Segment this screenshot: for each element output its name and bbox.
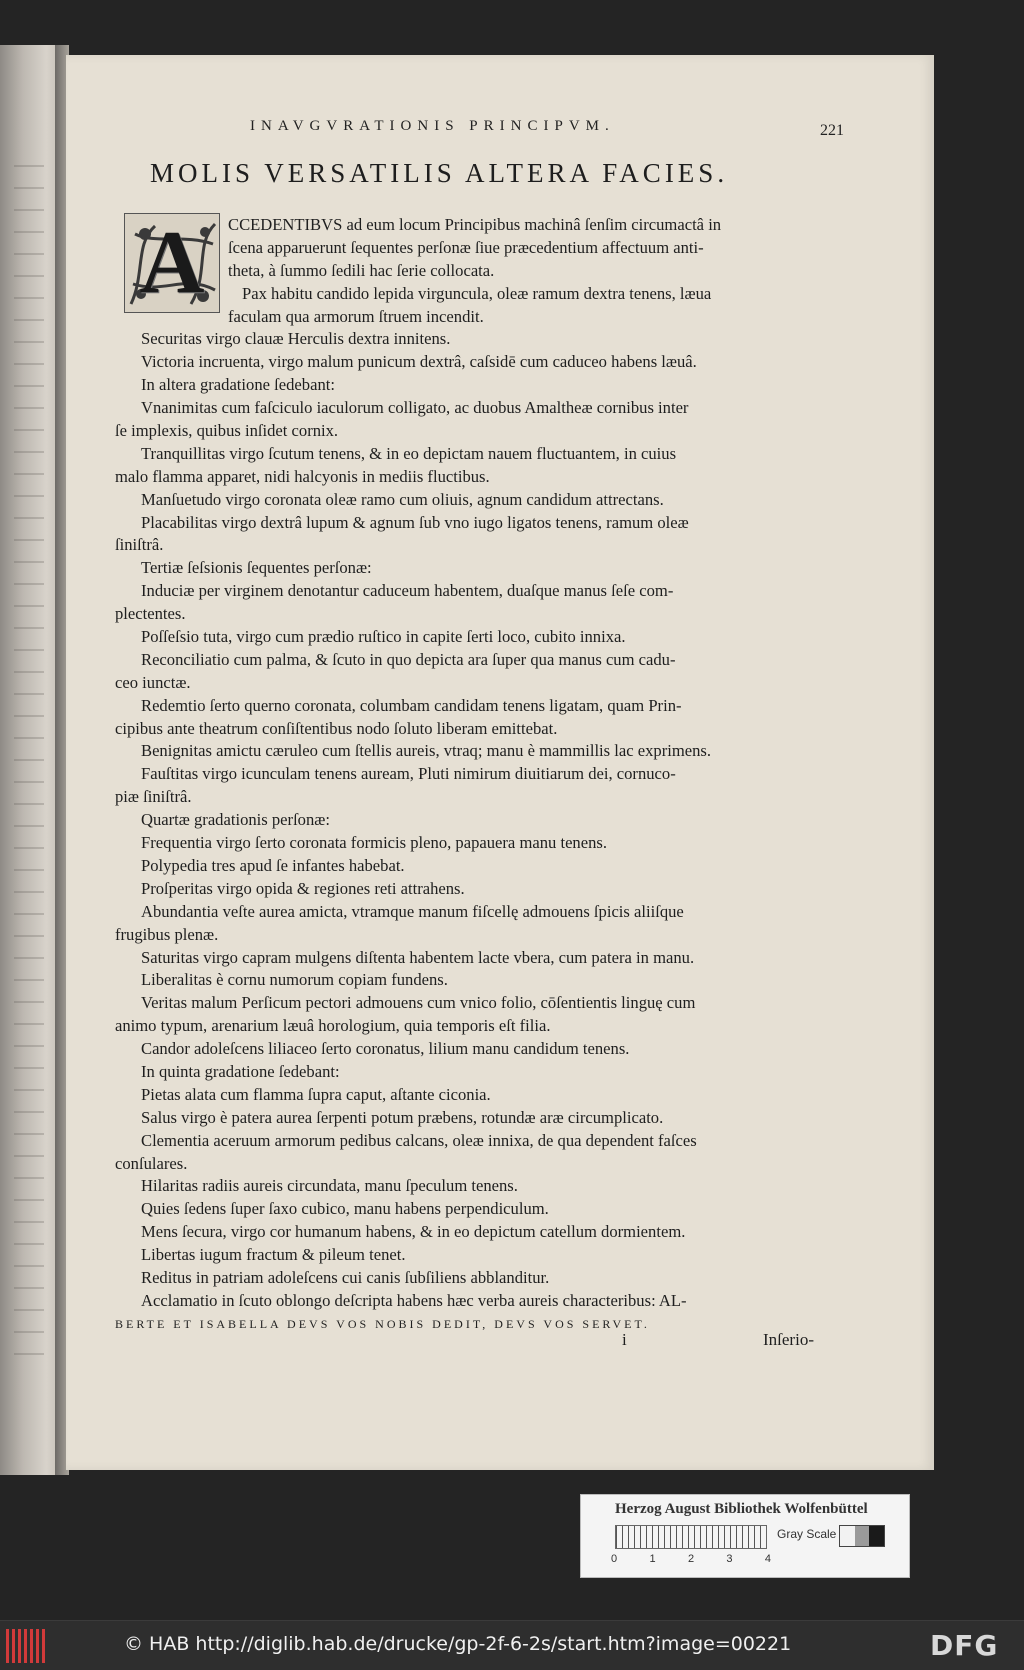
text-line: cipibus ante theatrum conſiſtentibus nodo ſoluto liberam emittebat. [115, 718, 558, 738]
text-line: Benignitas amictu cæruleo cum ſtellis aureis, vtraq; manu è mammillis lac exprimens. [141, 741, 712, 761]
text-line: conſulares. [115, 1153, 188, 1173]
gray-scale-label: Gray Scale [777, 1527, 837, 1541]
left-page-text-traces [14, 165, 44, 1365]
text-line: Pietas alata cum flamma ſupra caput, aſtante ciconia. [141, 1084, 491, 1104]
viewer-footer [0, 1620, 1024, 1670]
text-line: Abundantia veſte aurea amicta, vtramque manum fiſcellę admouens ſpicis aliiſque [141, 901, 684, 921]
text-line: Frequentia virgo ſerto coronata formicis pleno, papauera manu tenens. [141, 833, 608, 853]
text-line: Veritas malum Perſicum pectori admouens cum vnico folio, cōſentientis linguę cum [141, 993, 696, 1013]
text-line: Mens ſecura, virgo cor humanum habens, & in eo depictum catellum dormientem. [141, 1222, 686, 1242]
text-line: frugibus plenæ. [115, 924, 219, 944]
text-line: Candor adoleſcens liliaceo ſerto coronatus, lilium manu candidum tenens. [141, 1039, 630, 1059]
text-line: Quartæ gradationis perſonæ: [141, 810, 330, 830]
text-line: In altera gradatione ſedebant: [141, 375, 335, 395]
text-line: ceo iunctæ. [115, 672, 191, 692]
page-title: MOLIS VERSATILIS ALTERA FACIES. [150, 158, 729, 188]
text-line: Salus virgo è patera aurea ſerpenti potum præbens, rotundæ aræ circumplicato. [141, 1107, 664, 1127]
text-line: Proſperitas virgo opida & regiones reti attrahens. [141, 878, 465, 898]
text-line: malo flamma apparet, nidi halcyonis in mediis fluctibus. [115, 466, 490, 486]
text-line: Manſuetudo virgo coronata oleæ ramo cum oliuis, agnum candidum attrectans. [141, 489, 664, 509]
text-line: Vnanimitas cum faſciculo iaculorum colligato, ac duobus Amaltheæ cornibus inter [141, 398, 689, 418]
text-line: Reconciliatio cum palma, & ſcuto in quo depicta ara ſuper qua manus cum cadu- [141, 649, 676, 669]
text-line: Polypedia tres apud ſe infantes habebat. [141, 855, 405, 875]
text-line: Tranquillitas virgo ſcutum tenens, & in eo depictam nauem fluctuantem, in cuius [141, 443, 677, 463]
dfg-logo[interactable]: DFG [930, 1629, 999, 1662]
text-line: ſiniſtrâ. [115, 535, 164, 555]
ruler-number: 4 [764, 1553, 771, 1565]
library-color-label [580, 1494, 910, 1578]
ruler-number: 2 [687, 1553, 695, 1565]
left-page-edge [0, 45, 58, 1475]
library-name: Herzog August Bibliothek Wolfenbüttel [615, 1501, 868, 1517]
ruler-number: 1 [649, 1553, 656, 1565]
text-line: theta, à ſummo ſedili hac ſerie collocata. [228, 260, 495, 280]
text-line: ſcena apparuerunt ſequentes perſonæ ſiue præcedentium affectuum anti- [228, 237, 704, 257]
catchword: Inſerio- [763, 1330, 814, 1349]
text-line: Acclamatio in ſcuto oblongo deſcripta habens hæc verba aureis characteribus: AL- [141, 1290, 687, 1310]
text-line: Poſſeſsio tuta, virgo cum prædio ruſtico in capite ſerti loco, cubito innixa. [141, 627, 626, 647]
signature-mark: i [622, 1330, 627, 1349]
gray-swatch [869, 1526, 884, 1546]
text-line: BERTE ET ISABELLA DEVS VOS NOBIS DEDIT, DEVS VOS SERVET. [115, 1316, 650, 1331]
text-line: Securitas virgo clauæ Herculis dextra innitens. [141, 329, 451, 349]
text-line: Redemtio ſerto querno coronata, columbam candidam tenens ligatam, quam Prin- [141, 695, 682, 715]
body-text [115, 214, 845, 1336]
ruler-number: 3 [726, 1553, 733, 1565]
hab-logo-icon[interactable] [6, 1629, 46, 1663]
gray-swatch [840, 1526, 855, 1546]
text-line: plectentes. [115, 604, 186, 624]
footer-link[interactable]: © HAB http://diglib.hab.de/drucke/gp-2f-6-2s/start.htm?image=00221 [124, 1633, 792, 1655]
text-line: Liberalitas è cornu numorum copiam fundens. [141, 970, 448, 990]
gray-scale-swatches [839, 1525, 885, 1547]
text-line: piæ ſiniſtrâ. [115, 787, 192, 807]
text-line: ſe implexis, quibus inſidet cornix. [115, 421, 339, 441]
page-number: 221 [820, 122, 844, 139]
ruler-icon [615, 1525, 767, 1549]
gray-swatch [855, 1526, 870, 1546]
text-line: Tertiæ ſeſsionis ſequentes perſonæ: [141, 558, 372, 578]
text-line: Quies ſedens ſuper ſaxo cubico, manu habens perpendiculum. [141, 1199, 549, 1219]
text-line: Clementia aceruum armorum pedibus calcans, oleæ innixa, de qua dependent faſces [141, 1130, 697, 1150]
text-line: faculam qua armorum ſtruem incendit. [228, 306, 484, 326]
text-line: Reditus in patriam adoleſcens cui canis ſubſiliens abblanditur. [141, 1267, 550, 1287]
text-line: Pax habitu candido lepida virguncula, oleæ ramum dextra tenens, læua [242, 283, 712, 303]
text-line: Libertas iugum fractum & pileum tenet. [141, 1245, 406, 1265]
initial-letter: A [139, 213, 205, 312]
text-line: Hilaritas radiis aureis circundata, manu ſpeculum tenens. [141, 1176, 518, 1196]
running-head: INAVGVRATIONIS PRINCIPVM. [250, 118, 615, 134]
text-line: Victoria incruenta, virgo malum punicum dextrâ, caſsidē cum caduceo habens læuâ. [141, 352, 697, 372]
text-line: Saturitas virgo capram mulgens diſtenta habentem lacte vbera, cum patera in manu. [141, 947, 695, 967]
text-line: CCEDENTIBVS ad eum locum Principibus machinâ ſenſim circumactâ in [228, 215, 722, 234]
text-line: animo typum, arenarium læuâ horologium, quia temporis eſt filia. [115, 1016, 551, 1036]
text-line: Fauſtitas virgo icunculam tenens auream, Pluti nimirum diuitiarum dei, cornuco- [141, 764, 676, 784]
text-line: Placabilitas virgo dextrâ lupum & agnum ſub vno iugo ligatos tenens, ramum oleæ [141, 512, 689, 532]
ruler-number: 0 [611, 1553, 618, 1565]
text-line: Induciæ per virginem denotantur caduceum habentem, duaſque manus ſeſe com- [141, 581, 674, 601]
ruler-numbers [611, 1553, 771, 1565]
text-line: In quinta gradatione ſedebant: [141, 1061, 340, 1081]
